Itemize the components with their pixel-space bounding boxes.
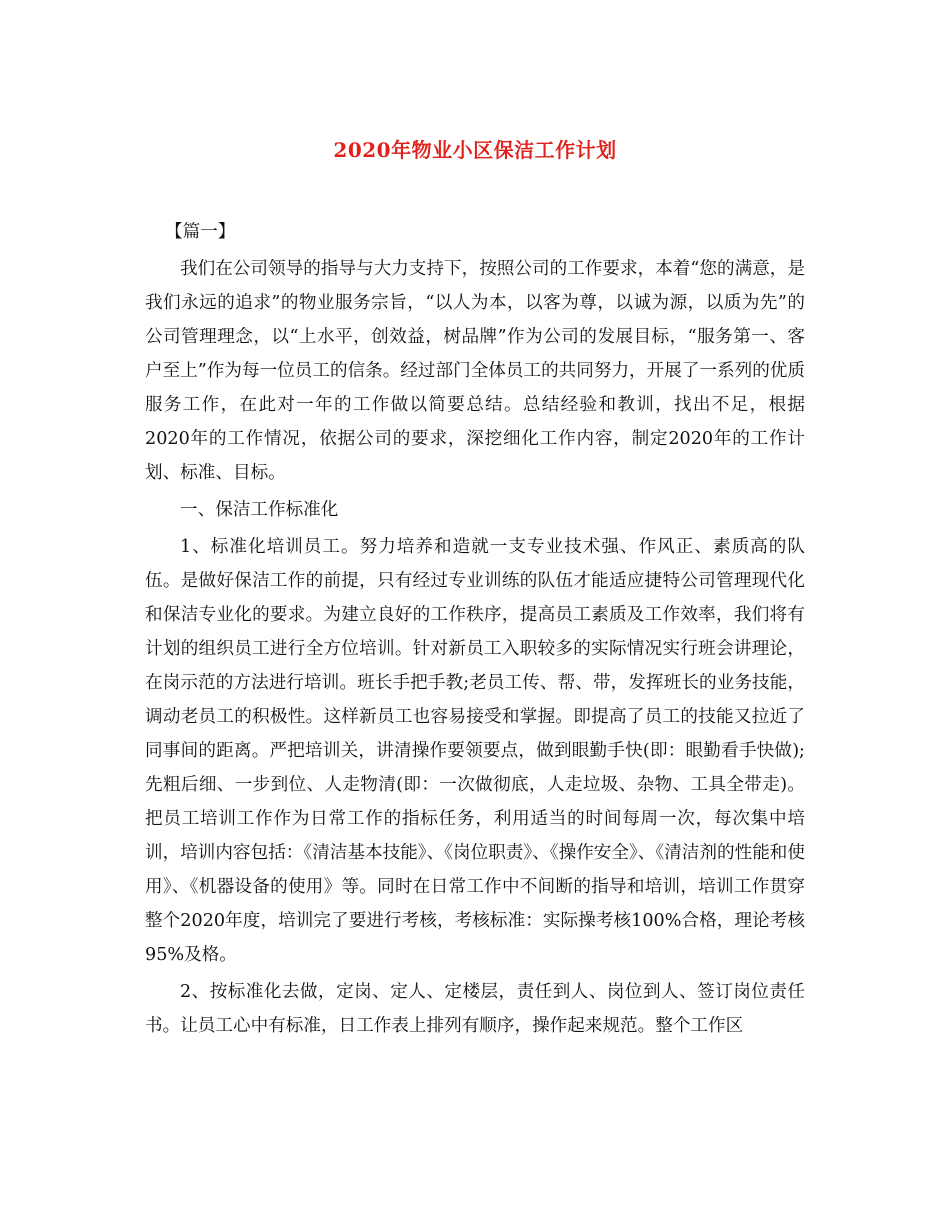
document-title: 2020年物业小区保洁工作计划 — [333, 138, 617, 162]
paragraph-heading-standardization: 一、保洁工作标准化 — [180, 500, 339, 520]
paragraph-training: 1、标准化培训员工。努力培养和造就一支专业技术强、作风正、素质高的队伍。是做好保洁工作的前提，只有经过专业训练的队伍才能适应捷特公司管理现代化和保洁专业化的要求。为建立良好的工作秩序，提高员工素质及工作效率，我们将有计划的组织员工进行全方位培训。针对新员工入职较多的实际情况实行班会讲理论，在岗示范的方法进行培训。班长手把手教;老员工传、帮、带，发挥班长的业务技能，调动老员工的积极性。这样新员工也容易接受和掌握。即提高了员工的技能又拉近了同事间的距离。严把培训关，讲清操作要领要点，做到眼勤手快(即：眼勤看手快做);先粗后细、一步到位、人走物清(即：一次做彻底，人走垃圾、杂物、工具全带走)。把员工培训工作作为日常工作的指标任务，利用适当的时间每周一次，每次集中培训，培训内容包括：《清洁基本技能》、《岗位职责》、《操作安全》、《清洁剂的性能和使用》、《机器设备的使用》等。同时在日常工作中不间断的指导和培训，培训工作贯穿整个2020年度，培训完了要进行考核，考核标准：实际操考核100%合格，理论考核95%及格。 — [145, 537, 805, 965]
paragraph-intro: 我们在公司领导的指导与大力支持下，按照公司的工作要求，本着“您的满意，是我们永远的追求”的物业服务宗旨，“以人为本，以客为尊，以诚为源，以质为先”的公司管理理念，以“上水平，创效益，树品牌”作为公司的发展目标，“服务第一、客户至上”作为每一位员工的信条。经过部门全体员工的共同努力，开展了一系列的优质服务工作，在此对一年的工作做以简要总结。总结经验和教训，找出不足，根据2020年的工作情况，依据公司的要求，深挖细化工作内容，制定2020年的工作计划、标准、目标。 — [145, 259, 805, 483]
document-body — [145, 215, 805, 1043]
paragraph-standard-work: 2、按标准化去做，定岗、定人、定楼层，责任到人、岗位到人、签订岗位责任书。让员工心中有标准，日工作表上排列有顺序，操作起来规范。整个工作区 — [145, 982, 805, 1036]
section-label: 【篇一】 — [165, 222, 236, 242]
